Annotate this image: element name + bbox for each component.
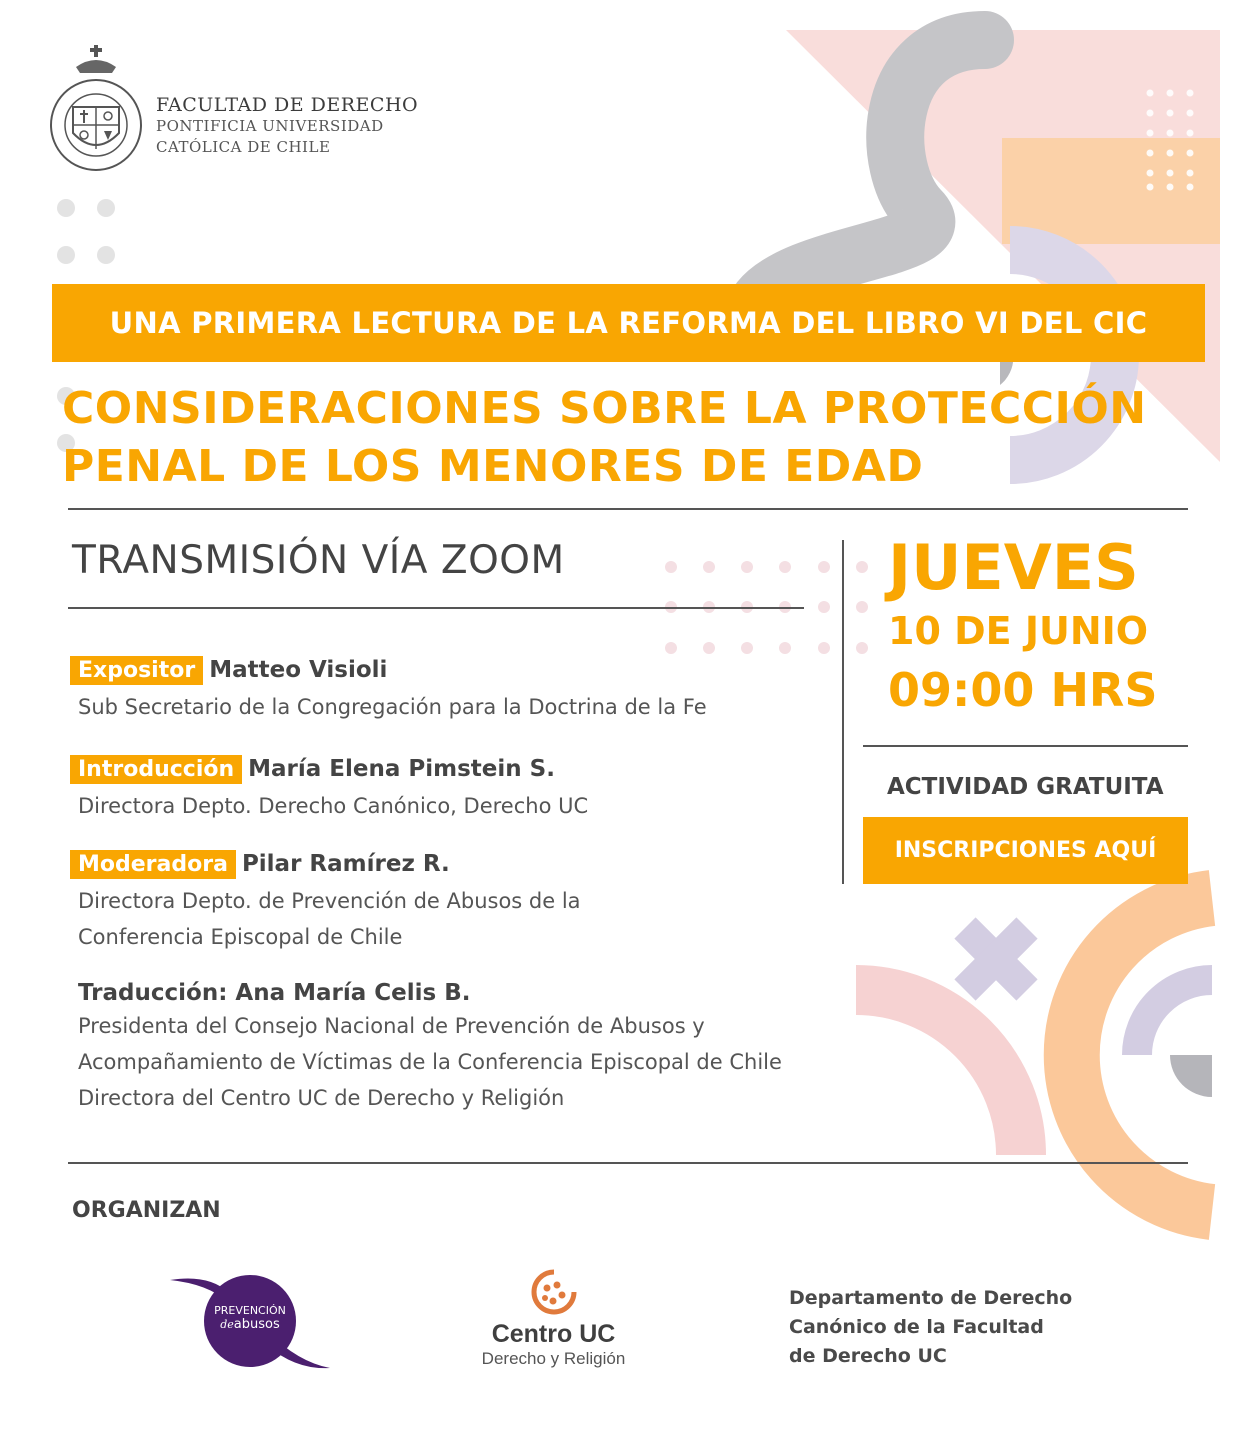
centro-uc-emblem-icon xyxy=(529,1268,579,1316)
lavender-x xyxy=(965,928,1027,990)
speaker-name: Matteo Visioli xyxy=(209,657,388,683)
speaker-role: Directora Depto. Derecho Canónico, Derecho UC xyxy=(78,794,589,818)
organizers-heading: ORGANIZAN xyxy=(72,1198,221,1223)
lavender-arc xyxy=(1137,980,1212,1055)
prevencion-line-1: PREVENCIÓN xyxy=(214,1304,286,1317)
speaker-name: Pilar Ramírez R. xyxy=(241,851,450,877)
event-banner: UNA PRIMERA LECTURA DE LA REFORMA DEL LIBRO VI DEL CIC xyxy=(52,284,1205,362)
speaker-role: Conferencia Episcopal de Chile xyxy=(78,925,403,949)
event-time: 09:00 HRS xyxy=(888,663,1158,717)
depto-line-1: Departamento de Derecho xyxy=(789,1287,1073,1309)
faculty-name: FACULTAD DE DERECHO xyxy=(156,94,419,116)
pink-quarter-ring xyxy=(856,990,1021,1155)
event-day: JUEVES xyxy=(888,531,1139,604)
gray-quarter-circle xyxy=(1170,1055,1212,1097)
prevencion-abusos: abusos xyxy=(233,1317,280,1332)
speaker-expositor xyxy=(70,656,707,725)
event-date: 10 DE JUNIO xyxy=(888,609,1149,653)
speaker-role: Acompañamiento de Víctimas de la Conferencia Episcopal de Chile xyxy=(78,1050,782,1074)
register-button[interactable]: INSCRIPCIONES AQUÍ xyxy=(863,817,1188,884)
prevencion-de: de xyxy=(220,1318,234,1331)
university-name-block xyxy=(156,94,418,158)
speaker-role: Directora del Centro UC de Derecho y Religión xyxy=(78,1086,565,1110)
speaker-traduccion xyxy=(78,980,782,1116)
role-tag: Expositor xyxy=(70,656,203,685)
speaker-name: Traducción: Ana María Celis B. xyxy=(78,980,471,1006)
departamento-block xyxy=(789,1284,1072,1371)
speaker-role: Presidenta del Consejo Nacional de Prevención de Abusos y xyxy=(78,1014,705,1038)
divider-zoom xyxy=(68,607,804,609)
prevencion-abusos-logo xyxy=(168,1272,333,1372)
event-title-line-1: CONSIDERACIONES SOBRE LA PROTECCIÓN xyxy=(62,383,1147,434)
university-line-1: PONTIFICIA UNIVERSIDAD xyxy=(156,117,384,135)
depto-line-2: Canónico de la Facultad xyxy=(789,1316,1044,1338)
speaker-role: Directora Depto. de Prevención de Abusos de la xyxy=(78,889,581,913)
divider-top xyxy=(68,508,1188,510)
speaker-role: Sub Secretario de la Congregación para la Doctrina de la Fe xyxy=(78,695,707,719)
university-seal-icon xyxy=(48,45,144,173)
centro-uc-subtitle: Derecho y Religión xyxy=(481,1349,626,1368)
transmission-label: TRANSMISIÓN VÍA ZOOM xyxy=(72,538,565,583)
role-tag: Introducción xyxy=(70,755,242,784)
depto-line-3: de Derecho UC xyxy=(789,1345,947,1367)
role-tag: Moderadora xyxy=(70,850,236,879)
free-activity-label: ACTIVIDAD GRATUITA xyxy=(887,774,1164,800)
centro-uc-name: Centro UC xyxy=(491,1320,616,1348)
prevencion-text xyxy=(204,1304,296,1332)
centro-uc-logo xyxy=(466,1268,641,1370)
speaker-moderadora xyxy=(70,850,581,955)
speaker-name: María Elena Pimstein S. xyxy=(248,756,555,782)
event-title xyxy=(62,380,1147,496)
divider-schedule xyxy=(863,745,1188,747)
university-line-2: CATÓLICA DE CHILE xyxy=(156,138,331,156)
vertical-divider xyxy=(842,540,844,884)
speaker-introduccion xyxy=(70,755,588,824)
event-title-line-2: PENAL DE LOS MENORES DE EDAD xyxy=(62,441,924,492)
divider-bottom xyxy=(68,1162,1188,1164)
